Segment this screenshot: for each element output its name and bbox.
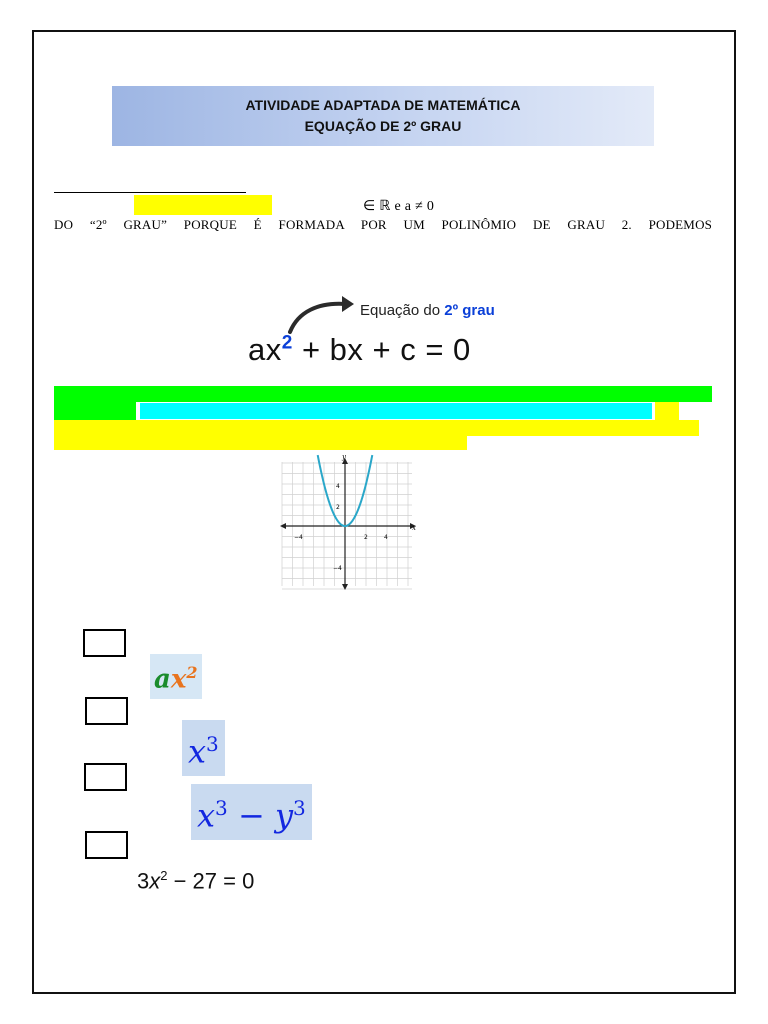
main-equation bbox=[248, 332, 471, 368]
opt3-exponent1: 3 bbox=[215, 796, 228, 820]
opt4-coef: 3 bbox=[137, 868, 150, 894]
x-axis-label: x bbox=[412, 524, 416, 532]
word: FORMADA bbox=[278, 217, 345, 232]
option-3-checkbox[interactable] bbox=[84, 763, 127, 791]
word: POR bbox=[360, 217, 387, 232]
opt1-exponent: 2 bbox=[186, 663, 198, 682]
y-axis-label: y bbox=[342, 453, 346, 461]
word: “2º bbox=[89, 217, 107, 232]
word: UM bbox=[403, 217, 425, 232]
word: DO bbox=[54, 217, 74, 232]
x-tick-label: −4 bbox=[294, 534, 303, 541]
parabola-graph bbox=[278, 452, 420, 592]
highlight-cyan bbox=[140, 403, 652, 419]
highlight-green-1 bbox=[54, 386, 712, 402]
option-2-checkbox[interactable] bbox=[85, 697, 128, 725]
word: PODEMOS bbox=[648, 217, 713, 232]
x-tick-label: 4 bbox=[384, 534, 388, 541]
intro-line bbox=[54, 217, 712, 233]
opt2-base: x bbox=[188, 732, 207, 771]
equation-label bbox=[360, 302, 495, 319]
option-4-expression bbox=[137, 868, 254, 894]
highlight-yellow-2 bbox=[655, 402, 679, 420]
eq-base: ax bbox=[248, 332, 282, 367]
condition-text: ∈ ℝ e a ≠ 0 bbox=[363, 199, 435, 214]
word: PORQUE bbox=[183, 217, 237, 232]
x-tick-label: 2 bbox=[364, 534, 368, 541]
opt3-operator: − bbox=[227, 796, 275, 835]
option-3-expression bbox=[191, 784, 312, 840]
option-1-checkbox[interactable] bbox=[83, 629, 126, 657]
word: GRAU” bbox=[123, 217, 168, 232]
highlight-green-2 bbox=[54, 402, 136, 420]
eq-exponent: 2 bbox=[281, 332, 293, 354]
opt3-exponent2: 3 bbox=[293, 796, 306, 820]
opt1-x: x bbox=[170, 664, 187, 695]
option-1-expression bbox=[150, 654, 202, 699]
opt1-a: a bbox=[154, 664, 171, 695]
word: É bbox=[253, 217, 262, 232]
word: POLINÔMIO bbox=[441, 217, 517, 232]
eq-rest: + bx + c = 0 bbox=[292, 332, 471, 367]
highlight-yellow-3 bbox=[54, 420, 699, 436]
y-tick-label: −4 bbox=[333, 565, 342, 572]
word: 2. bbox=[621, 217, 632, 232]
x-axis-arrow-left bbox=[280, 523, 286, 529]
name-line bbox=[54, 192, 246, 193]
opt3-base1: x bbox=[197, 796, 216, 835]
y-tick-label: 2 bbox=[336, 504, 340, 511]
option-4-checkbox[interactable] bbox=[85, 831, 128, 859]
opt4-var: x bbox=[149, 868, 161, 894]
y-tick-label: 4 bbox=[336, 483, 340, 490]
word: GRAU bbox=[567, 217, 606, 232]
equation-label-text: Equação do bbox=[360, 302, 441, 319]
option-2-expression bbox=[182, 720, 225, 776]
header-banner bbox=[112, 86, 654, 146]
opt4-rest: − 27 = 0 bbox=[167, 868, 255, 894]
header-title: ATIVIDADE ADAPTADA DE MATEMÁTICA bbox=[245, 97, 521, 113]
opt2-exponent: 3 bbox=[206, 732, 219, 756]
highlight-yellow-1 bbox=[134, 195, 272, 215]
header-subtitle: EQUAÇÃO DE 2º GRAU bbox=[304, 118, 462, 134]
equation-label-degree: 2º grau bbox=[444, 302, 495, 319]
highlight-yellow-4 bbox=[54, 436, 467, 450]
opt3-base2: y bbox=[274, 796, 294, 835]
word: DE bbox=[532, 217, 551, 232]
opt4-exponent: 2 bbox=[160, 868, 168, 883]
